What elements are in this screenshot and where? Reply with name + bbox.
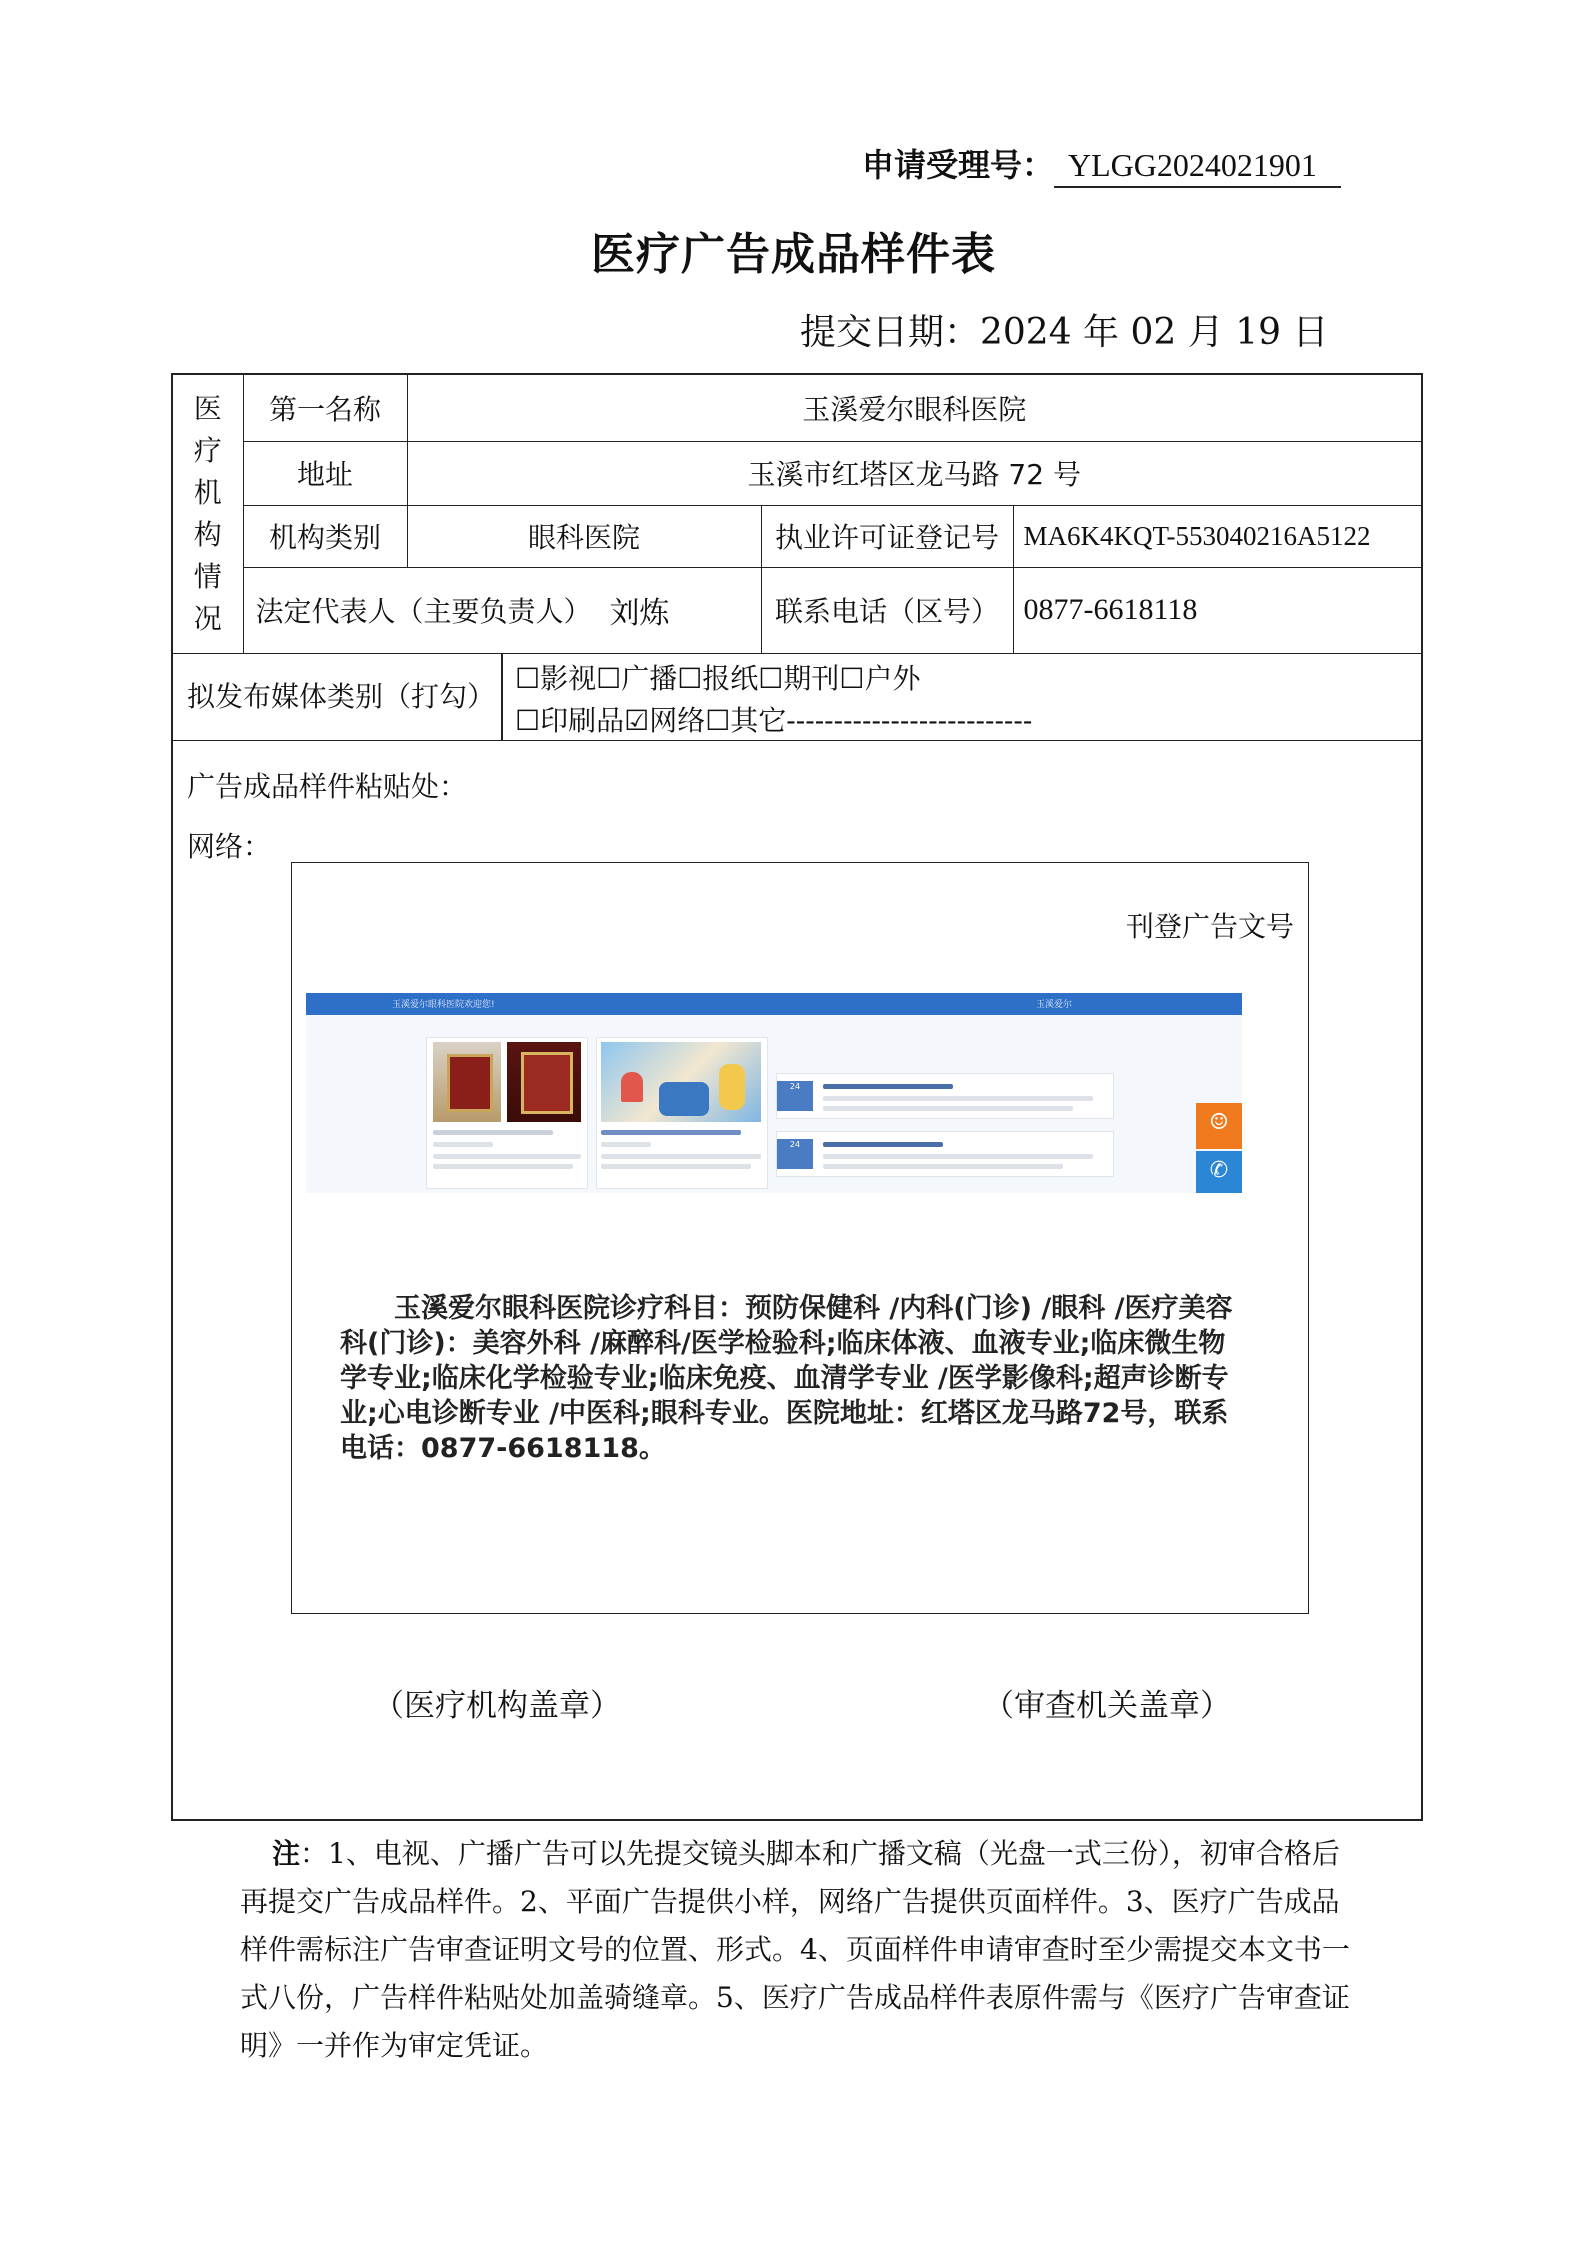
text-line (823, 1096, 1093, 1101)
institution-seal-label: （医疗机构盖章） (373, 1688, 621, 1724)
screenshot-bar-text-right: 玉溪爱尔 (1036, 1000, 1073, 1010)
text-line (601, 1164, 751, 1169)
award-photo (433, 1042, 501, 1122)
application-number-label: 申请受理号： (862, 146, 1055, 184)
text-line (823, 1142, 943, 1147)
text-line (823, 1106, 1073, 1111)
ad-copy-text: 玉溪爱尔眼科医院诊疗科目：预防保健科 /内科(门诊) /眼科 /医疗美容科(门诊)：美容外科 /麻醉科/医学检验科;临床体液、血液专业;临床微生物学专业;临床化学检验专业;临床免疫、血清学专业 /医学影像科;超声诊断专业;心电诊断专业 /中医科;眼科专业。医院地址：红塔区龙马路72号，联系电话：0877-6618118。 (340, 1293, 1233, 1464)
news-date-2 (777, 1139, 813, 1169)
news-card-activity (596, 1037, 768, 1189)
ad-sample-box (291, 862, 1309, 1614)
media-type-options (515, 658, 1032, 742)
license-value: MA6K4KQT-553040216A5122 (1013, 505, 1421, 567)
reviewer-seal-label: （审查机关盖章） (983, 1688, 1231, 1724)
institution-table (173, 375, 1421, 654)
legal-rep-value: 刘炼 (609, 596, 670, 631)
text-line (433, 1142, 493, 1147)
media-options-line2[interactable]: ☐印刷品☑网络☐其它-------------------------- (515, 704, 1033, 737)
section-char: 医 (193, 391, 222, 425)
license-label: 执业许可证登记号 (761, 505, 1013, 567)
text-line (823, 1084, 953, 1089)
address-label: 地址 (243, 441, 407, 505)
submit-date: 提交日期：2024 年 02 月 19 日 (800, 312, 1329, 353)
section-char: 情 (193, 559, 222, 593)
section-char: 机 (193, 475, 222, 509)
website-screenshot (306, 993, 1242, 1193)
section-char: 况 (193, 601, 222, 635)
application-number (862, 140, 1341, 188)
form-frame (171, 373, 1423, 1821)
news-date-day: 24 (789, 1140, 801, 1149)
media-options-line1[interactable]: ☐影视☐广播☐报纸☐期刊☐户外 (515, 662, 921, 695)
address-value: 玉溪市红塔区龙马路 72 号 (407, 441, 1421, 505)
institution-section-label (173, 375, 243, 653)
news-date-day: 24 (789, 1082, 801, 1091)
text-line (601, 1130, 741, 1135)
legal-rep-cell (243, 567, 761, 653)
award-photo-2 (507, 1042, 581, 1122)
news-item-2[interactable] (776, 1131, 1114, 1177)
footnote-text: ：1、电视、广播广告可以先提交镜头脚本和广播文稿（光盘一式三份），初审合格后再提交广告成品样件。2、平面广告提供小样，网络广告提供页面样件。3、医疗广告成品样件需标注广告审查证明文号的位置、形式。4、页面样件申请审查时至少需提交本文书一式八份，广告样件粘贴处加盖骑缝章。5、医疗广告成品样件表原件需与《医疗广告审查证明》一并作为审定凭证。 (240, 1837, 1350, 2062)
text-line (823, 1154, 1093, 1159)
application-number-value: YLGG2024021901 (1054, 147, 1341, 188)
text-line (601, 1142, 651, 1147)
name-label: 第一名称 (243, 375, 407, 441)
sample-paste-label: 广告成品样件粘贴处： (187, 770, 468, 803)
text-line (433, 1164, 573, 1169)
text-line (433, 1154, 581, 1159)
activity-photo (601, 1042, 761, 1122)
phone-label: 联系电话（区号） (761, 567, 1013, 653)
text-line (601, 1154, 761, 1159)
phone-icon[interactable]: ✆ (1196, 1151, 1242, 1193)
news-card-award (426, 1037, 588, 1189)
media-type-row (173, 653, 1421, 741)
news-date-1 (777, 1081, 813, 1111)
news-list (776, 1037, 1116, 1187)
screenshot-bar-text-left: 玉溪爱尔眼科医院欢迎您! (392, 1000, 495, 1010)
footnote-prefix: 注 (272, 1837, 301, 1870)
text-line (823, 1164, 1063, 1169)
news-item-1[interactable] (776, 1073, 1114, 1119)
footnote (240, 1830, 1360, 2070)
section-char: 构 (193, 517, 222, 551)
text-line (433, 1130, 553, 1135)
legal-rep-label: 法定代表人（主要负责人） (255, 595, 592, 628)
ad-number-label: 刊登广告文号 (1125, 910, 1294, 943)
section-char: 疗 (193, 433, 222, 467)
phone-value: 0877-6618118 (1013, 567, 1421, 653)
name-value: 玉溪爱尔眼科医院 (407, 375, 1421, 441)
network-label: 网络： (187, 830, 272, 863)
media-divider (501, 654, 503, 740)
page-title: 医疗广告成品样件表 (591, 229, 996, 280)
screenshot-top-bar (306, 993, 1242, 1015)
type-value: 眼科医院 (407, 505, 761, 567)
customer-service-icon[interactable]: ☺ (1196, 1103, 1242, 1149)
type-label: 机构类别 (243, 505, 407, 567)
media-type-label: 拟发布媒体类别（打勾） (187, 680, 496, 713)
